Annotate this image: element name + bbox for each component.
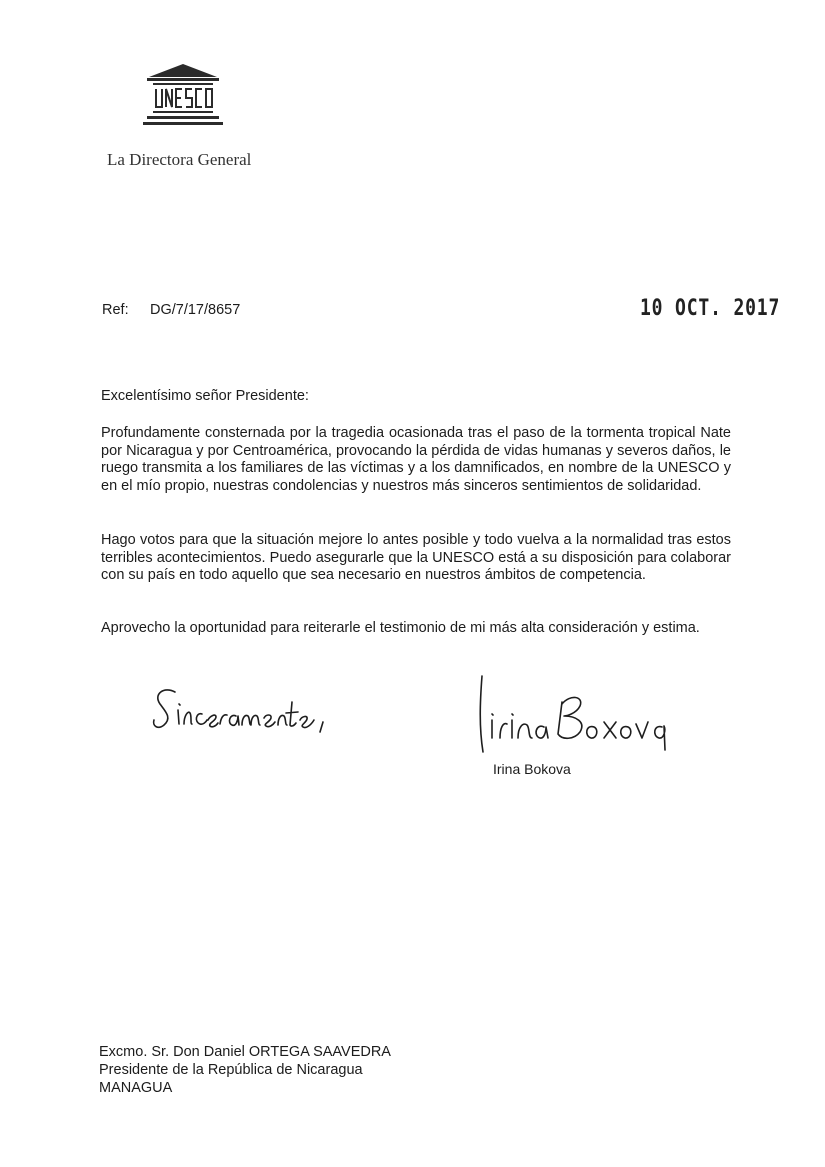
recipient-title: Presidente de la República de Nicaragua xyxy=(99,1062,363,1078)
body-paragraph-3: Aprovecho la oportunidad para reiterarle el testimonio de mi más alta consideración y estima. xyxy=(101,620,700,636)
reference-number: DG/7/17/8657 xyxy=(150,302,241,318)
date-stamp: 10 OCT. 2017 xyxy=(640,296,781,321)
body-paragraph-2: Hago votos para que la situación mejore lo antes posible y todo vuelva a la normalidad tras estos terribles acontecimientos. Puedo asegurarle que la UNESCO está a su disposición para colaborar con su país en todo aquello que sea necesario en nuestros ámbitos de competencia. xyxy=(101,532,731,583)
handwritten-signature xyxy=(470,672,670,757)
recipient-name: Excmo. Sr. Don Daniel ORTEGA SAAVEDRA xyxy=(99,1044,391,1060)
unesco-logo xyxy=(143,64,223,126)
body-paragraph-1: Profundamente consternada por la tragedia ocasionada tras el paso de la tormenta tropical Nate por Nicaragua y por Centroamérica, provocando la pérdida de vidas humanas y severos daños, le ruego transmita a los familiares de las víctimas y a los damnificados, en nombre de la UNESCO y en el mío propio, nuestras condolencias y nuestros más sinceros sentimientos de solidaridad. xyxy=(101,425,731,494)
salutation: Excelentísimo señor Presidente: xyxy=(101,388,309,404)
sender-title: La Directora General xyxy=(107,150,252,169)
recipient-city: MANAGUA xyxy=(99,1080,173,1096)
signer-name: Irina Bokova xyxy=(493,761,571,777)
reference-label: Ref: xyxy=(102,302,129,318)
handwritten-closing xyxy=(150,680,390,750)
